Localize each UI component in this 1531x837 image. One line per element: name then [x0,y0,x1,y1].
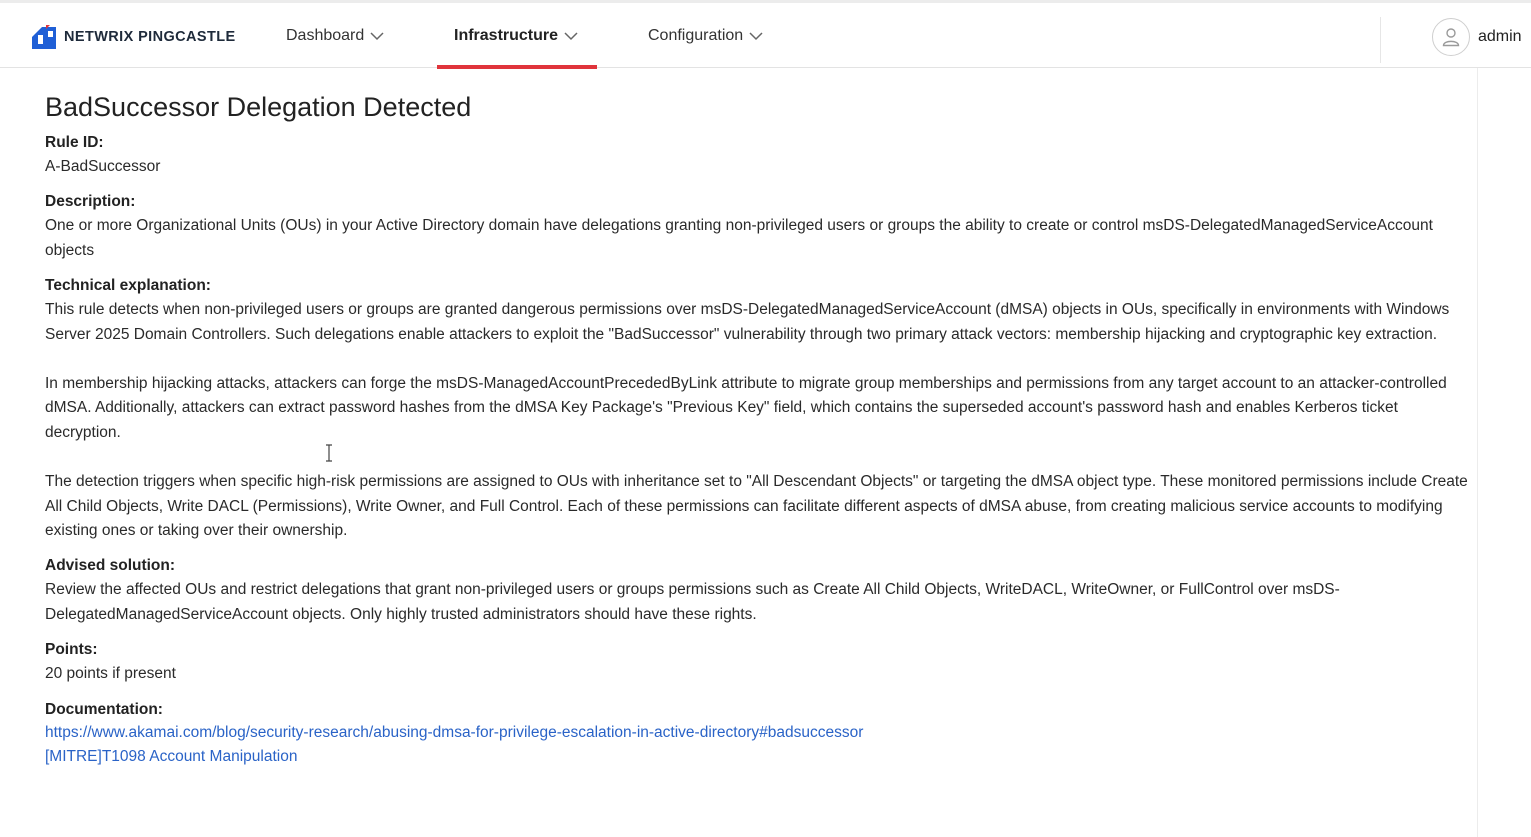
user-menu[interactable] [1432,18,1522,56]
brand-name: NETWRIX PINGCASTLE [64,29,236,45]
nav-dashboard[interactable] [286,3,384,68]
documentation-link-akamai[interactable]: https://www.akamai.com/blog/security-research/abusing-dmsa-for-privilege-escalation-in-active-directory#badsuccessor [45,723,864,741]
avatar [1432,18,1470,56]
pingcastle-logo-icon [30,23,58,51]
header-divider [1380,17,1381,63]
points-value: 20 points if present [45,665,176,683]
documentation-link-mitre[interactable]: [MITRE]T1098 Account Manipulation [45,748,298,766]
chevron-down-icon [370,31,384,41]
page-title: BadSuccessor Delegation Detected [45,92,472,122]
rule-detail-panel [45,70,1475,837]
nav-configuration[interactable] [648,3,763,68]
description-text: One or more Organizational Units (OUs) in your Active Directory domain have delegations granting non-privileged users or groups the ability to create or control msDS-DelegatedManagedServiceAccount objects [45,217,1433,259]
technical-paragraph: The detection triggers when specific high-risk permissions are assigned to OUs with inheritance set to "All Descendant Objects" or targeting the dMSA object type. These monitored permissions include Create All Child Objects, Write DACL (Permissions), Write Owner, and Full Control. Each of these permissions can facilitate different aspects of dMSA abuse, from creating malicious service accounts to modifying existing ones or taking over their ownership. [45,473,1468,540]
nav-dashboard-label: Dashboard [286,26,365,44]
documentation-label: Documentation: [45,700,163,718]
nav-infrastructure[interactable] [454,3,578,68]
nav-configuration-label: Configuration [648,26,744,44]
rule-id-value: A-BadSuccessor [45,158,161,175]
chevron-down-icon [749,31,763,41]
text-cursor-icon [324,444,334,462]
chevron-down-icon [564,31,578,41]
advised-solution-label: Advised solution: [45,557,176,575]
nav-infrastructure-label: Infrastructure [454,26,559,44]
advised-solution-text: Review the affected OUs and restrict delegations that grant non-privileged users or groups permissions such as Create All Child Objects, WriteDACL, WriteOwner, or FullControl over msDS-DelegatedManagedServiceAccount objects. Only highly trusted administrators should have these rights. [45,581,1340,623]
active-tab-indicator [437,65,597,69]
technical-explanation-label: Technical explanation: [45,277,211,295]
user-name: admin [1478,28,1522,45]
points-label: Points: [45,641,98,659]
description-label: Description: [45,193,136,211]
content-right-border [1477,68,1478,837]
top-navigation-bar [0,0,1531,68]
technical-paragraph: This rule detects when non-privileged users or groups are granted dangerous permissions over msDS-DelegatedManagedServiceAccount (dMSA) objects in OUs, specifically in environments with Windows Server 2025 Domain Controllers. Such delegations enable attackers to exploit the "BadSuccessor" vulnerability through two primary attack vectors: membership hijacking and cryptographic key extraction. [45,301,1450,343]
rule-id-label: Rule ID: [45,134,104,151]
brand[interactable] [30,23,236,51]
user-icon [1442,27,1460,47]
technical-paragraph: In membership hijacking attacks, attackers can forge the msDS-ManagedAccountPrecededByLink attribute to migrate group memberships and permissions from any target account to an attacker-controlled dMSA. Additionally, attackers can extract password hashes from the dMSA Key Package's "Previous Key" field, which contains the superseded account's password hash and enables Kerberos ticket decryption. [45,375,1447,441]
